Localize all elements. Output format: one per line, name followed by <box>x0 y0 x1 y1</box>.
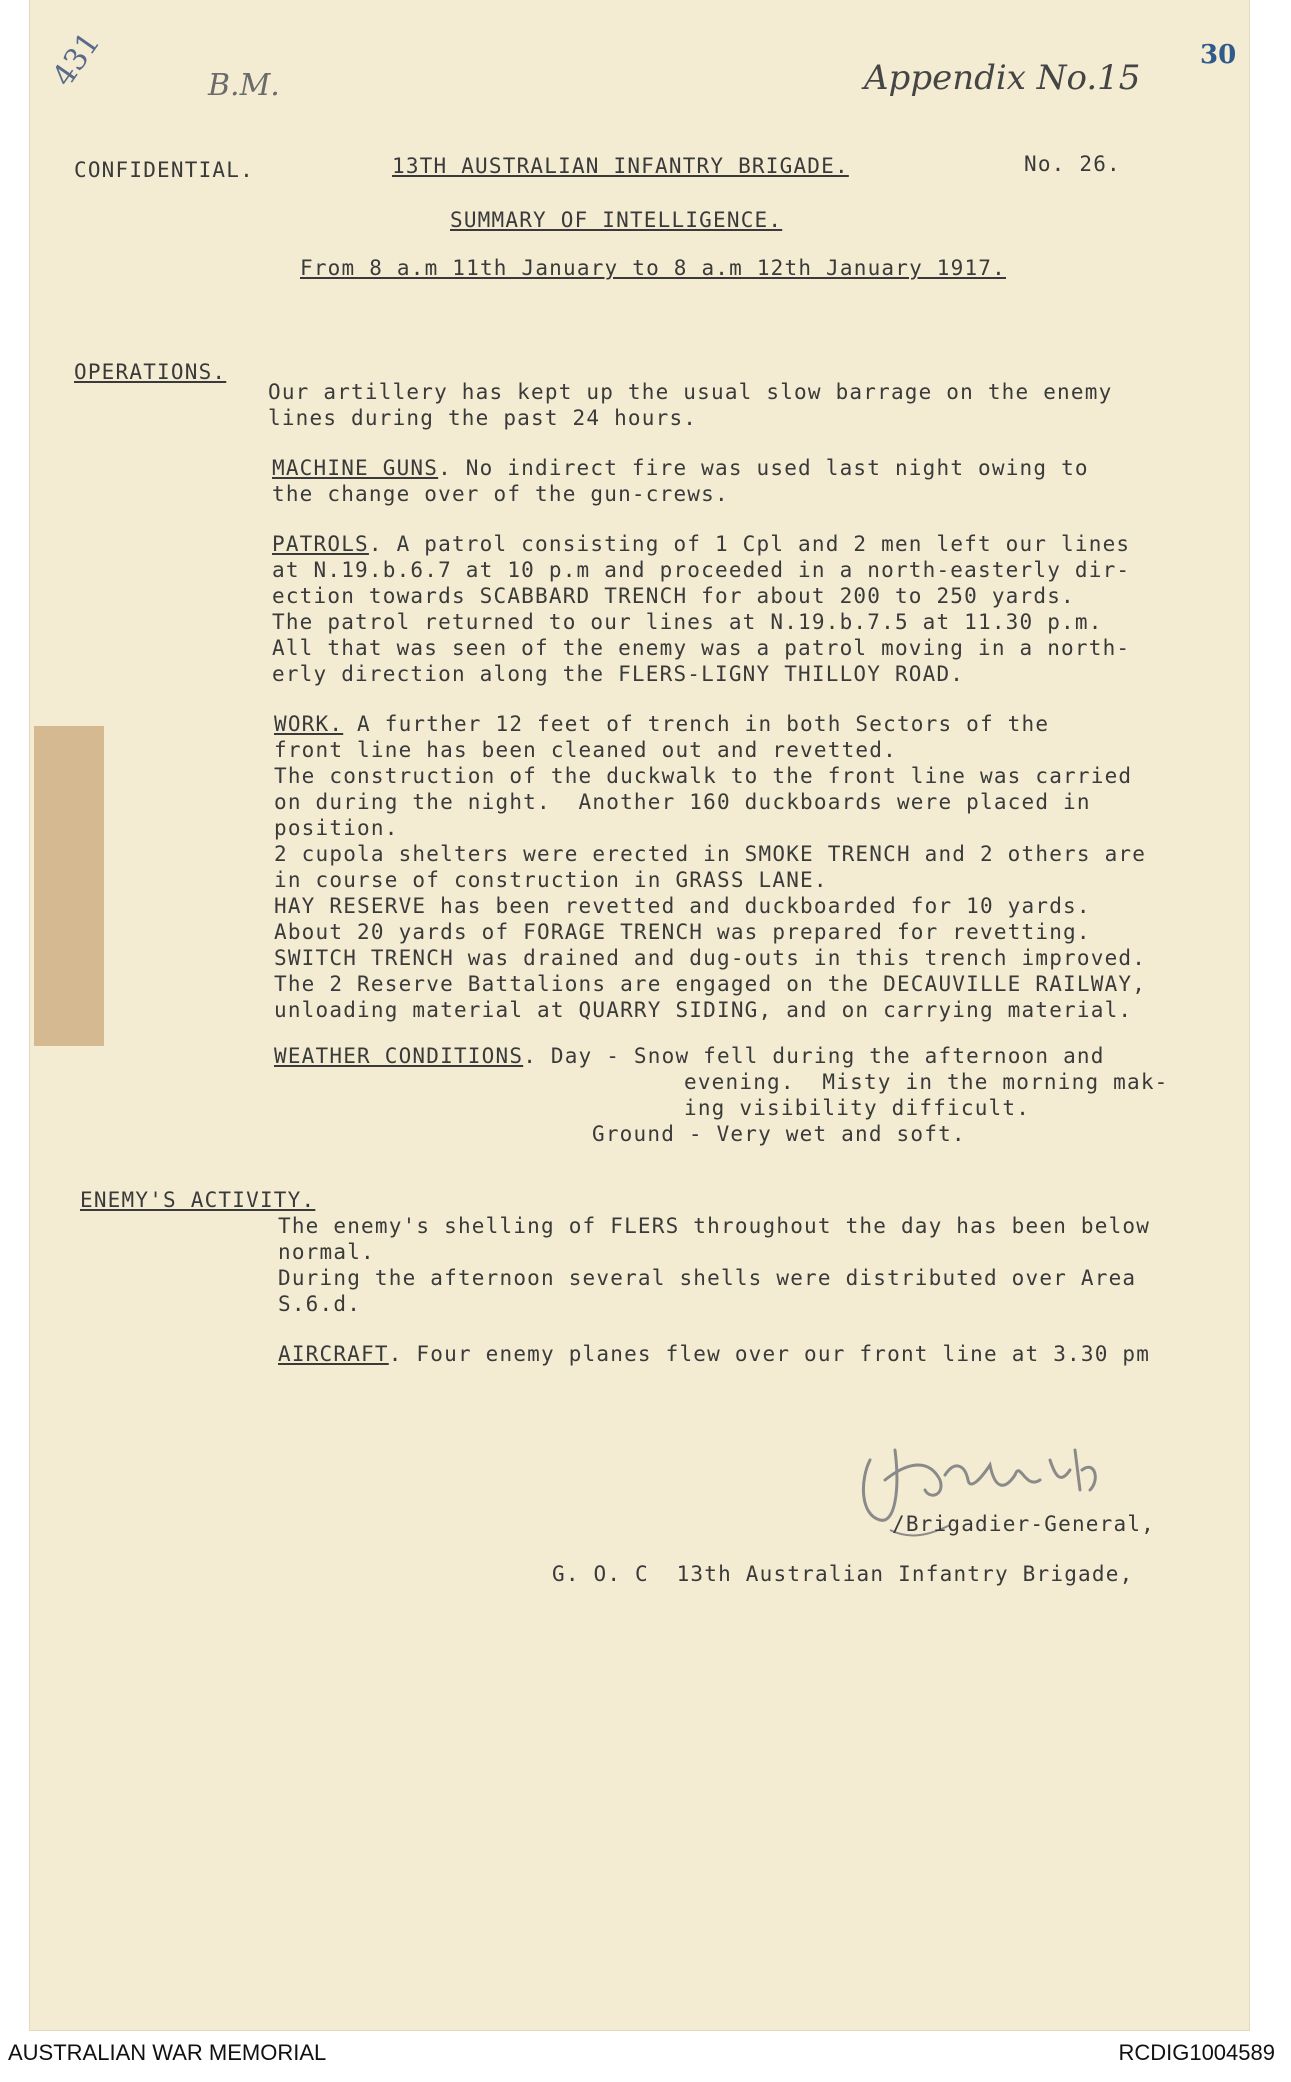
patrols-line: All that was seen of the enemy was a patrol moving in a north- <box>272 636 1131 660</box>
patrols-text: . A patrol consisting of 1 Cpl and 2 men left our lines <box>368 532 1131 556</box>
enemy-activity-line: The enemy's shelling of FLERS throughout the day has been below <box>278 1214 1151 1238</box>
work-line: HAY RESERVE has been revetted and duckboarded for 10 yards. <box>274 894 1091 918</box>
enemy-activity-line: During the afternoon several shells were distributed over Area <box>278 1266 1137 1290</box>
signatory-unit: G. O. C 13th Australian Infantry Brigade, <box>552 1562 1134 1586</box>
machine-guns-text: . No indirect fire was used last night owing to <box>438 456 1089 480</box>
weather-line: evening. Misty in the morning mak- <box>684 1070 1169 1094</box>
aircraft-label: AIRCRAFT <box>278 1342 389 1366</box>
patrols-line: at N.19.b.6.7 at 10 p.m and proceeded in a north-easterly dir- <box>272 558 1131 582</box>
patrols-line: ection towards SCABBARD TRENCH for about 200 to 250 yards. <box>272 584 1075 608</box>
work-paragraph <box>274 712 1049 737</box>
enemy-activity-line: S.6.d. <box>278 1292 362 1316</box>
work-line: front line has been cleaned out and revetted. <box>274 738 897 762</box>
work-line: in course of construction in GRASS LANE. <box>274 868 828 892</box>
patrols-line: erly direction along the FLERS-LIGNY THILLOY ROAD. <box>272 662 965 686</box>
appendix-annotation: Appendix No.15 <box>864 58 1141 98</box>
reporting-period: From 8 a.m 11th January to 8 a.m 12th January 1917. <box>300 256 1006 280</box>
aircraft-paragraph <box>278 1342 1150 1367</box>
enemy-activity-line: normal. <box>278 1240 375 1264</box>
initials-annotation: B.M. <box>208 68 280 103</box>
archive-reference: RCDIG1004589 <box>1118 2040 1275 2065</box>
work-line: position. <box>274 816 399 840</box>
patrols-paragraph <box>272 532 1130 557</box>
weather-line: ing visibility difficult. <box>684 1096 1031 1120</box>
machine-guns-line: the change over of the gun-crews. <box>272 482 729 506</box>
work-line: SWITCH TRENCH was drained and dug-outs in this trench improved. <box>274 946 1147 970</box>
patrols-line: The patrol returned to our lines at N.19.b.7.5 at 11.30 p.m. <box>272 610 1103 634</box>
operations-heading: OPERATIONS. <box>74 360 227 384</box>
signature-icon <box>850 1420 1130 1560</box>
signatory-rank: /Brigadier-General, <box>892 1512 1156 1536</box>
work-line: The construction of the duckwalk to the front line was carried <box>274 764 1133 788</box>
patrols-label: PATROLS <box>272 532 369 556</box>
machine-guns-label: MACHINE GUNS <box>272 456 439 480</box>
work-text: A further 12 feet of trench in both Sectors of the <box>343 712 1050 736</box>
work-line: unloading material at QUARRY SIDING, and on carrying material. <box>274 998 1133 1022</box>
work-line: on during the night. Another 160 duckboards were placed in <box>274 790 1091 814</box>
signature-scrawl <box>850 1420 1130 1564</box>
weather-paragraph <box>274 1044 1105 1069</box>
aircraft-text: . Four enemy planes flew over our front line at 3.30 pm <box>388 1342 1151 1366</box>
corner-number: 431 <box>45 26 108 93</box>
work-line: The 2 Reserve Battalions are engaged on the DECAUVILLE RAILWAY, <box>274 972 1147 996</box>
document-title: SUMMARY OF INTELLIGENCE. <box>450 208 783 232</box>
work-line: 2 cupola shelters were erected in SMOKE TRENCH and 2 others are <box>274 842 1147 866</box>
work-label: WORK. <box>274 712 344 736</box>
ground-conditions: Ground - Very wet and soft. <box>592 1122 966 1146</box>
page-number: 30 <box>1200 40 1237 70</box>
weather-label: WEATHER CONDITIONS <box>274 1044 524 1068</box>
summary-number: No. 26. <box>1024 152 1121 176</box>
weather-text: . Day - Snow fell during the afternoon and <box>523 1044 1105 1068</box>
archive-credit: AUSTRALIAN WAR MEMORIAL <box>8 2040 327 2065</box>
document-page <box>30 0 1249 2030</box>
classification: CONFIDENTIAL. <box>74 158 254 182</box>
artillery-line: lines during the past 24 hours. <box>268 406 698 430</box>
work-line: About 20 yards of FORAGE TRENCH was prepared for revetting. <box>274 920 1091 944</box>
brigade-name: 13TH AUSTRALIAN INFANTRY BRIGADE. <box>392 154 849 178</box>
enemy-activity-heading: ENEMY'S ACTIVITY. <box>80 1188 316 1212</box>
tape-strip <box>34 726 104 1046</box>
machine-guns-paragraph <box>272 456 1089 481</box>
artillery-line: Our artillery has kept up the usual slow barrage on the enemy <box>268 380 1113 404</box>
